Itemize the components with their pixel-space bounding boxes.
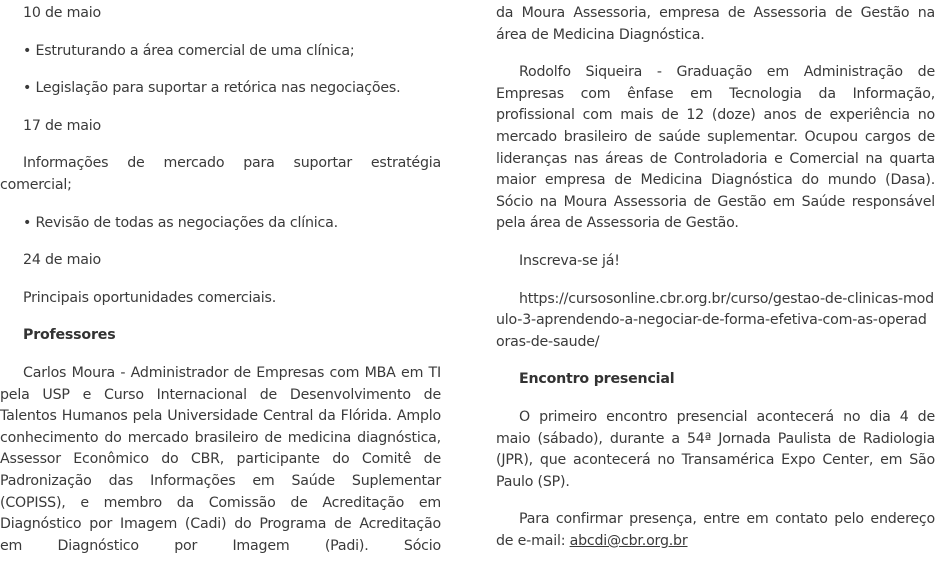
date-24-may: 24 de maio: [23, 252, 101, 269]
date-17-may: 17 de maio: [23, 117, 101, 134]
carlos-moura-bio-continued: da Moura Assessoria, empresa de Assessoria de Gestão na área de Medicina Diagnóstica.: [496, 5, 935, 43]
professors-heading: Professores: [23, 327, 116, 344]
email-link[interactable]: abcdi@cbr.org.br: [569, 532, 688, 549]
opportunities-paragraph: Principais oportunidades comerciais.: [23, 289, 277, 306]
bullet-review: • Revisão de todas as negociações da clínica.: [23, 214, 338, 231]
bullet-legislation: • Legislação para suportar a retórica nas negociações.: [23, 80, 401, 97]
confirm-paragraph: [496, 509, 935, 552]
date-10-may: 10 de maio: [23, 5, 101, 21]
meeting-paragraph: O primeiro encontro presencial acontecerá no dia 4 de maio (sábado), durante a 54ª Jornada Paulista de Radiologia (JPR), que acontecerá no Transamérica Expo Center, em São Paulo (SP).: [496, 408, 935, 490]
market-info-paragraph: Informações de mercado para suportar estratégia comercial;: [0, 155, 441, 193]
right-column: [496, 3, 935, 568]
signup-text: Inscreva-se já!: [519, 252, 620, 269]
meeting-heading: Encontro presencial: [519, 371, 675, 388]
carlos-moura-bio: Carlos Moura - Administrador de Empresas com MBA em TI pela USP e Curso Internacional de Desenvolvimento de Talentos Humanos pela Universidade Central da Flórida. Amplo conhecimento do mercado brasileiro de medicina diagnóstica, Assessor Econômico do CBR, participante do Comitê de Padronização das Informações em Saúde Suplementar (COPISS), e membro da Comissão de Acreditação em Diagnóstico por Imagem (Cadi) do Programa de Acreditação em Diagnóstico por Imagem (Padi). Sócio: [0, 364, 441, 554]
confirm-text: Para confirmar presença, entre em contato pelo endereço de e-mail:: [496, 511, 935, 549]
rodolfo-siqueira-bio: Rodolfo Siqueira - Graduação em Administração de Empresas com ênfase em Tecnologia da Informação, profissional com mais de 12 (doze) anos de experiência no mercado brasileiro de saúde suplementar. Ocupou cargos de lideranças nas áreas de Controladoria e Comercial na quarta maior empresa de Medicina Diagnóstica do mundo (Dasa). Sócio na Moura Assessoria de Gestão em Saúde responsável pela área de Assessoria de Gestão.: [496, 64, 935, 232]
left-column: [0, 3, 441, 573]
bullet-structuring: • Estruturando a área comercial de uma clínica;: [23, 42, 355, 59]
course-url: https://cursosonline.cbr.org.br/curso/gestao-de-clinicas-modulo-3-aprendendo-a-negociar-de-forma-efetiva-com-as-operadoras-de-saude/: [496, 290, 934, 350]
